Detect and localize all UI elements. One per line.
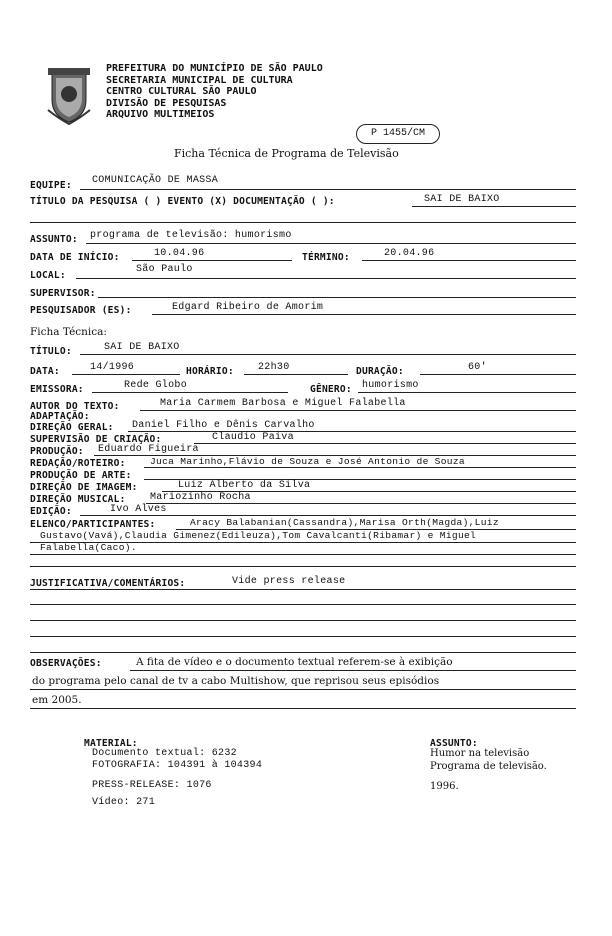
- local-value: São Paulo: [136, 264, 193, 275]
- pesquisador-value: Edgard Ribeiro de Amorim: [172, 302, 324, 313]
- duracao-label: DURAÇÃO:: [356, 366, 404, 377]
- material-item: FOTOGRAFIA: 104391 à 104394: [92, 760, 263, 771]
- material-item: PRESS-RELEASE: 1076: [92, 780, 212, 791]
- supervisor-label: SUPERVISOR:: [30, 288, 96, 299]
- direcao-musical-value: Mariozinho Rocha: [150, 492, 251, 503]
- redacao-value: Juca Marinho,Flávio de Souza e José Antonio de Souza: [150, 456, 465, 467]
- edicao-value: Ivo Alves: [110, 504, 167, 515]
- genero-value: humorismo: [362, 380, 419, 391]
- header-line: DIVISÃO DE PESQUISAS: [106, 97, 227, 109]
- justificativa-label: JUSTIFICATIVA/COMENTÁRIOS:: [30, 578, 186, 589]
- autor-label: AUTOR DO TEXTO:: [30, 401, 120, 412]
- direcao-geral-value: Daniel Filho e Dênis Carvalho: [132, 420, 315, 431]
- supervisao-value: Claudio Paiva: [212, 432, 294, 443]
- emissora-label: EMISSORA:: [30, 384, 84, 395]
- header-line: CENTRO CULTURAL SÃO PAULO: [106, 86, 257, 97]
- titulo-value: SAI DE BAIXO: [104, 342, 180, 353]
- justificativa-value: Vide press release: [232, 576, 346, 587]
- data-label: DATA:: [30, 366, 60, 377]
- genero-label: GÊNERO:: [310, 384, 352, 395]
- data-inicio-label: DATA DE INÍCIO:: [30, 252, 120, 263]
- elenco-line: Aracy Balabanian(Cassandra),Marisa Orth(Magda),Luiz: [190, 517, 499, 528]
- termino-label: TÉRMINO:: [302, 252, 350, 263]
- assunto-box-item: Humor na televisão: [430, 748, 530, 759]
- material-item: Vídeo: 271: [92, 797, 156, 808]
- direcao-imagem-label: DIREÇÃO DE IMAGEM:: [30, 482, 138, 493]
- autor-value: Maria Carmem Barbosa e Miguel Falabella: [160, 398, 406, 409]
- producao-label: PRODUÇÃO:: [30, 446, 84, 457]
- material-label: MATERIAL:: [84, 738, 138, 749]
- direcao-musical-label: DIREÇÃO MUSICAL:: [30, 494, 126, 505]
- producao-arte-label: PRODUÇÃO DE ARTE:: [30, 470, 132, 481]
- redacao-label: REDAÇÃO/ROTEIRO:: [30, 458, 126, 469]
- emissora-value: Rede Globo: [124, 380, 188, 391]
- assunto-box-item: Programa de televisão.: [430, 761, 547, 772]
- titulo-pesquisa-value: SAI DE BAIXO: [424, 194, 500, 205]
- direcao-imagem-value: Luiz Alberto da Silva: [178, 480, 311, 491]
- titulo-pesquisa-label: TÍTULO DA PESQUISA ( ) EVENTO (X) DOCUMENTAÇÃO ( ):: [30, 196, 335, 207]
- elenco-line: Gustavo(Vavá),Claudia Gimenez(Edileuza),Tom Cavalcanti(Ribamar) e Miguel: [40, 530, 477, 541]
- observacoes-line: A fita de vídeo e o documento textual referem-se à exibição: [136, 656, 453, 668]
- horario-label: HORÁRIO:: [186, 366, 234, 377]
- header-line: SECRETARIA MUNICIPAL DE CULTURA: [106, 74, 293, 86]
- adaptacao-label: ADAPTAÇÃO:: [30, 411, 90, 422]
- institution-header: [106, 63, 323, 121]
- material-item: Documento textual: 6232: [92, 748, 237, 759]
- ficha-tecnica-label: Ficha Técnica:: [30, 326, 107, 338]
- form-title: Ficha Técnica de Programa de Televisão: [174, 147, 399, 160]
- header-line: ARQUIVO MULTIMEIOS: [106, 109, 215, 120]
- edicao-label: EDIÇÃO:: [30, 506, 72, 517]
- observacoes-line: do programa pelo canal de tv a cabo Multishow, que reprisou seus episódios: [32, 675, 440, 687]
- header-line: PREFEITURA DO MUNICÍPIO DE SÃO PAULO: [106, 63, 323, 74]
- elenco-line: Falabella(Caco).: [40, 542, 137, 553]
- data-value: 14/1996: [90, 362, 135, 373]
- elenco-label: ELENCO/PARTICIPANTES:: [30, 519, 156, 530]
- supervisao-label: SUPERVISÃO DE CRIAÇÃO:: [30, 434, 162, 445]
- observacoes-label: OBSERVAÇÕES:: [30, 658, 102, 669]
- coat-of-arms-icon: [46, 66, 92, 126]
- horario-value: 22h30: [258, 362, 290, 373]
- pesquisador-label: PESQUISADOR (ES):: [30, 305, 132, 316]
- assunto-box-item: 1996.: [430, 781, 459, 792]
- duracao-value: 60': [468, 362, 487, 373]
- equipe-value: COMUNICAÇÃO DE MASSA: [92, 175, 219, 186]
- assunto-box-label: ASSUNTO:: [430, 738, 478, 749]
- assunto-value: programa de televisão: humorismo: [90, 230, 292, 241]
- data-inicio-value: 10.04.96: [154, 248, 205, 259]
- assunto-label: ASSUNTO:: [30, 234, 78, 245]
- producao-value: Eduardo Figueira: [98, 444, 199, 455]
- observacoes-line: em 2005.: [32, 694, 82, 706]
- termino-value: 20.04.96: [384, 248, 435, 259]
- local-label: LOCAL:: [30, 270, 66, 281]
- equipe-label: EQUIPE:: [30, 180, 72, 191]
- archive-stamp: P 1455/CM: [356, 124, 440, 144]
- titulo-label: TÍTULO:: [30, 346, 72, 357]
- direcao-geral-label: DIREÇÃO GERAL:: [30, 422, 114, 433]
